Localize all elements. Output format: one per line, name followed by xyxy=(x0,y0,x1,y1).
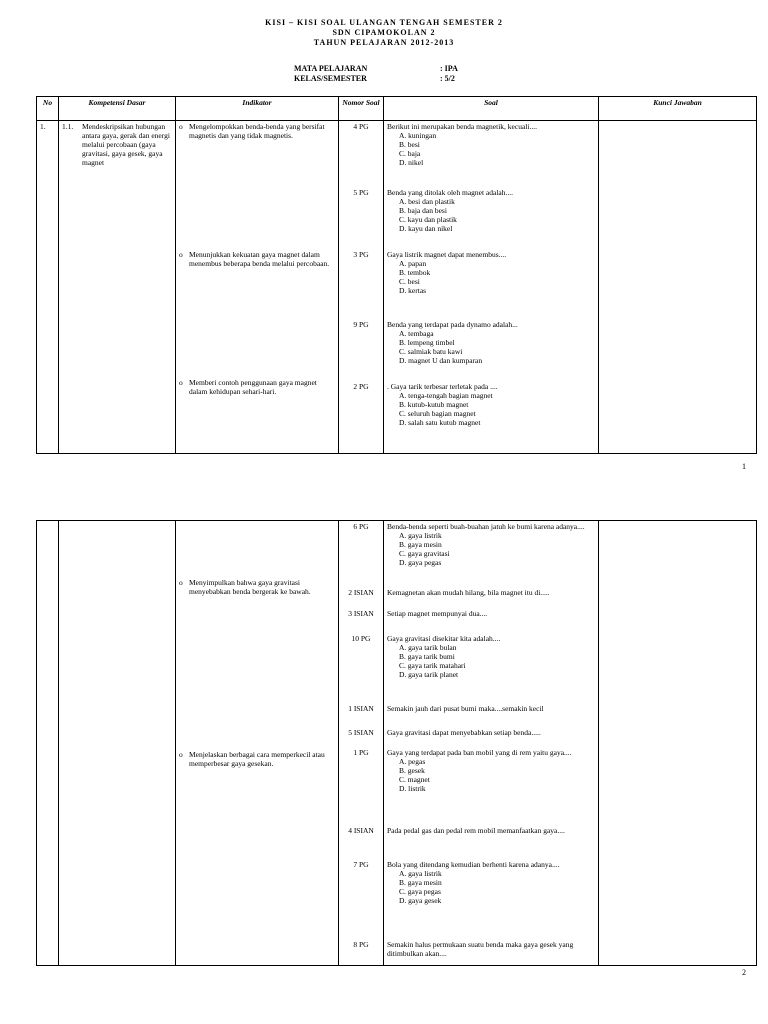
option: A. pegas xyxy=(399,757,426,766)
kelas-label: KELAS/SEMESTER xyxy=(294,74,367,83)
question-text: Semakin jauh dari pusat bumi maka....semakin kecil xyxy=(387,704,544,713)
question-number: 2 PG xyxy=(353,382,369,391)
question-number-cell xyxy=(339,521,384,966)
question-text: Berikut ini merupakan benda magnetik, kecuali.... xyxy=(387,122,537,131)
kd-number: 1.1. xyxy=(62,122,74,131)
question-item xyxy=(387,609,595,634)
kisi-table-page1 xyxy=(36,96,757,454)
option: C. besi xyxy=(399,277,420,286)
header-school: SDN CIPAMOKOLAN 2 xyxy=(332,28,436,37)
answer-key-cell xyxy=(599,521,757,966)
option: B. besi xyxy=(399,140,420,149)
option: A. gaya listrik xyxy=(399,869,442,878)
header-year: TAHUN PELAJARAN 2012-2013 xyxy=(313,38,455,47)
option: A. gaya tarik bulan xyxy=(399,643,457,652)
col-header-kunci: Kunci Jawaban xyxy=(599,97,757,121)
question-number: 3 ISIAN xyxy=(348,609,374,618)
question-text: Setiap magnet mempunyai dua.... xyxy=(387,609,488,618)
question-number: 2 ISIAN xyxy=(348,588,374,597)
col-header-nomor: Nomor Soal xyxy=(339,97,384,121)
row-no xyxy=(37,521,59,966)
option: B. tembok xyxy=(399,268,431,277)
indicator-text: Mengelompokkan benda-benda yang bersifat magnetis dan yang tidak magnetis. xyxy=(189,122,325,140)
question-number: 5 PG xyxy=(353,188,369,197)
question-number: 3 PG xyxy=(353,250,369,259)
question-text: Semakin halus permukaan suatu benda maka gaya gesek yang ditimbulkan akan.... xyxy=(387,940,574,958)
option: B. kutub-kutub magnet xyxy=(399,400,469,409)
row-no: 1. xyxy=(37,121,59,454)
col-header-kd: Kompetensi Dasar xyxy=(59,97,176,121)
question-number: 6 PG xyxy=(353,522,369,531)
option: A. tembaga xyxy=(399,329,434,338)
answer-key-cell xyxy=(599,121,757,454)
col-header-indikator: Indikator xyxy=(176,97,339,121)
question-item xyxy=(387,122,595,188)
option: D. magnet U dan kumparan xyxy=(399,356,483,365)
option: D. kayu dan nikel xyxy=(399,224,453,233)
question-item xyxy=(387,826,595,860)
option: B. lempeng timbel xyxy=(399,338,455,347)
option: D. gaya tarik planet xyxy=(399,670,459,679)
kelas-value: : 5/2 xyxy=(440,74,455,83)
question-cell xyxy=(384,521,599,966)
question-item xyxy=(387,940,595,958)
document-header xyxy=(0,18,768,48)
question-item xyxy=(387,860,595,940)
option: C. kayu dan plastik xyxy=(399,215,457,224)
question-text: Benda yang terdapat pada dynamo adalah... xyxy=(387,320,518,329)
option: A. gaya listrik xyxy=(399,531,442,540)
option: B. gaya mesin xyxy=(399,878,442,887)
option: B. gaya mesin xyxy=(399,540,442,549)
mapel-label: MATA PELAJARAN xyxy=(294,64,368,73)
option: D. nikel xyxy=(399,158,424,167)
question-item xyxy=(387,704,595,728)
mapel-value: : IPA xyxy=(440,64,458,73)
question-item xyxy=(387,588,595,609)
indicator-cell: o Menyimpulkan bahwa gaya gravitasi menyebabkan benda bergerak ke bawah. o Menjelaskan berbagai cara memperkecil atau memperbesar gaya gesekan. xyxy=(176,521,339,966)
question-text: . Gaya tarik terbesar terletak pada .... xyxy=(387,382,498,391)
option: C. gaya tarik matahari xyxy=(399,661,466,670)
question-item xyxy=(387,728,595,748)
option: A. papan xyxy=(399,259,427,268)
option: C. seluruh bagian magnet xyxy=(399,409,476,418)
question-number: 1 PG xyxy=(353,748,369,757)
question-number-cell xyxy=(339,121,384,454)
option: D. gaya pegas xyxy=(399,558,442,567)
option: B. baja dan besi xyxy=(399,206,447,215)
question-text: Benda yang ditolak oleh magnet adalah.... xyxy=(387,188,514,197)
option: B. gaya tarik bumi xyxy=(399,652,455,661)
question-item xyxy=(387,634,595,704)
indicator-text: Memberi contoh penggunaan gaya magnet dalam kehidupan sehari-hari. xyxy=(189,378,317,396)
option: A. besi dan plastik xyxy=(399,197,455,206)
question-text: Benda-benda seperti buah-buahan jatuh ke bumi karena adanya.... xyxy=(387,522,585,531)
option: C. baja xyxy=(399,149,421,158)
option: D. gaya gesek xyxy=(399,896,442,905)
indicator-text: Menyimpulkan bahwa gaya gravitasi menyebabkan benda bergerak ke bawah. xyxy=(189,578,311,596)
question-text: Gaya gravitasi disekitar kita adalah.... xyxy=(387,634,501,643)
question-item xyxy=(387,382,595,427)
question-text: Kemagnetan akan mudah hilang, bila magnet itu di..... xyxy=(387,588,550,597)
question-item xyxy=(387,748,595,826)
kompetensi-dasar xyxy=(59,121,176,454)
question-text: Bola yang ditendang kemudian berhenti karena adanya.... xyxy=(387,860,560,869)
question-text: Gaya yang terdapat pada ban mobil yang di rem yaitu gaya.... xyxy=(387,748,572,757)
question-text: Pada pedal gas dan pedal rem mobil memanfaatkan gaya.... xyxy=(387,826,565,835)
option: D. salah satu kutub magnet xyxy=(399,418,481,427)
option: D. listrik xyxy=(399,784,426,793)
question-item xyxy=(387,522,595,588)
kisi-table-page2 xyxy=(36,520,757,966)
indicator-text: Menunjukkan kekuatan gaya magnet dalam menembus beberapa benda melalui percobaan. xyxy=(189,250,330,268)
kompetensi-dasar xyxy=(59,521,176,966)
option: A. kuningan xyxy=(399,131,437,140)
question-item xyxy=(387,188,595,250)
option: C. salmiak batu kawi xyxy=(399,347,463,356)
option: C. magnet xyxy=(399,775,430,784)
question-item xyxy=(387,320,595,382)
question-item xyxy=(387,250,595,320)
question-number: 4 ISIAN xyxy=(348,826,374,835)
question-number: 9 PG xyxy=(353,320,369,329)
question-text: Gaya gravitasi dapat menyebabkan setiap benda..... xyxy=(387,728,541,737)
kd-text: Mendeskripsikan hubungan antara gaya, gerak dan energi melalui percobaan (gaya gravitasi, gaya gesek, gaya magnet xyxy=(82,122,170,167)
question-number: 7 PG xyxy=(353,860,369,869)
question-number: 4 PG xyxy=(353,122,369,131)
option: B. gesek xyxy=(399,766,425,775)
col-header-soal: Soal xyxy=(384,97,599,121)
header-title: KISI – KISI SOAL ULANGAN TENGAH SEMESTER 2 xyxy=(265,18,503,27)
question-number: 10 PG xyxy=(351,634,371,643)
question-number: 8 PG xyxy=(353,940,369,949)
question-cell xyxy=(384,121,599,454)
question-text: Gaya listrik magnet dapat menembus.... xyxy=(387,250,507,259)
page-number: 2 xyxy=(742,968,746,977)
page-number: 1 xyxy=(742,462,746,471)
indicator-text: Menjelaskan berbagai cara memperkecil atau memperbesar gaya gesekan. xyxy=(189,750,325,768)
question-number: 5 ISIAN xyxy=(348,728,374,737)
question-number: 1 ISIAN xyxy=(348,704,374,713)
option: A. tenga-tengah bagian magnet xyxy=(399,391,493,400)
option: C. gaya pegas xyxy=(399,887,441,896)
col-header-no: No xyxy=(37,97,59,121)
document-meta xyxy=(294,64,458,84)
indicator-cell: o Mengelompokkan benda-benda yang bersifat magnetis dan yang tidak magnetis. o Menunjukkan kekuatan gaya magnet dalam menembus beberapa benda melalui percobaan. o Memberi contoh penggunaan gaya magnet dalam kehidupan sehari-hari. xyxy=(176,121,339,454)
option: D. kertas xyxy=(399,286,427,295)
option: C. gaya gravitasi xyxy=(399,549,450,558)
